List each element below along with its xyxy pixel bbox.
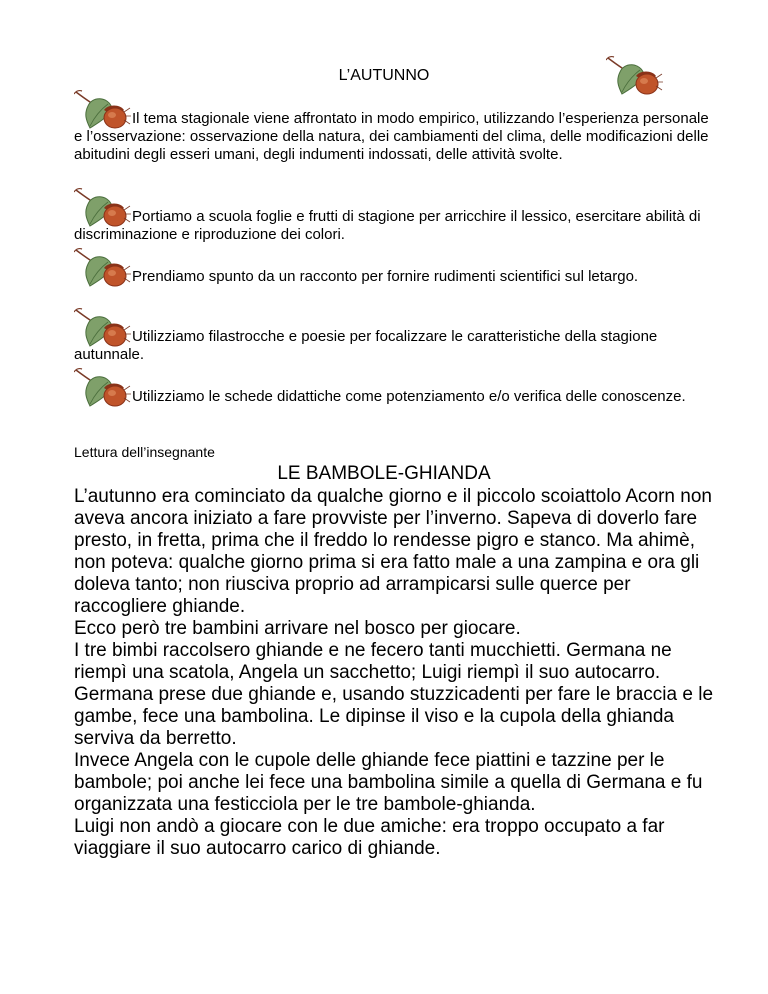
intro-paragraph (74, 268, 714, 286)
intro-text: Utilizziamo filastrocche e poesie per focalizzare le caratteristiche della stagione autunnale. (74, 328, 658, 363)
intro-text: Prendiamo spunto da un racconto per fornire rudimenti scientifici sul letargo. (132, 268, 639, 285)
intro-paragraph (74, 328, 714, 364)
intro-text: Utilizziamo le schede didattiche come potenziamento e/o verifica delle conoscenze. (132, 388, 686, 405)
acorn-leaf-icon (606, 54, 664, 100)
intro-text: Il tema stagionale viene affrontato in modo empirico, utilizzando l’esperienza personale e l’osservazione: osservazione della natura, dei cambiamenti del clima, delle modificazioni delle abitudini degli esseri umani, degli indumenti indossati, delle attività svolte. (74, 110, 709, 163)
story-paragraph: I tre bimbi raccolsero ghiande e ne fecero tanti mucchietti. Germana ne riempì una scatola, Angela un sacchetto; Luigi riempì il suo autocarro. (74, 640, 672, 683)
intro-paragraph (74, 388, 714, 406)
story-paragraph: Invece Angela con le cupole delle ghiande fece piattini e tazzine per le bambole; poi anche lei fece una bambolina simile a quella di Germana e fu organizzata una festicciola per le tre bambole-ghianda. (74, 750, 703, 815)
intro-paragraph (74, 208, 714, 244)
story-paragraph: Germana prese due ghiande e, usando stuzzicadenti per fare le braccia e le gambe, fece una bambolina. Le dipinse il viso e la cupola della ghianda serviva da berretto. (74, 684, 714, 749)
story-title: LE BAMBOLE-GHIANDA (277, 463, 491, 484)
intro-paragraph (74, 110, 714, 164)
page-title: L’AUTUNNO (338, 67, 430, 84)
story-paragraph: Ecco però tre bambini arrivare nel bosco per giocare. (74, 618, 521, 639)
reading-label: Lettura dell’insegnante (74, 444, 215, 460)
intro-text: Portiamo a scuola foglie e frutti di stagione per arricchire il lessico, esercitare abilità di discriminazione e riproduzione dei colori. (74, 208, 701, 243)
story-paragraph: Luigi non andò a giocare con le due amiche: era troppo occupato a far viaggiare il suo autocarro carico di ghiande. (74, 816, 665, 859)
story-body (74, 486, 714, 860)
story-paragraph: L’autunno era cominciato da qualche giorno e il piccolo scoiattolo Acorn non aveva ancora iniziato a fare provviste per l’inverno. Sapeva di doverlo fare presto, in fretta, prima che il freddo lo rendesse pigro e stanco. Ma ahimè, non poteva: qualche giorno prima si era fatto male a una zampina e ora gli doleva tanto; non riusciva proprio ad arrampicarsi sulle querce per raccogliere ghiande. (74, 486, 712, 617)
